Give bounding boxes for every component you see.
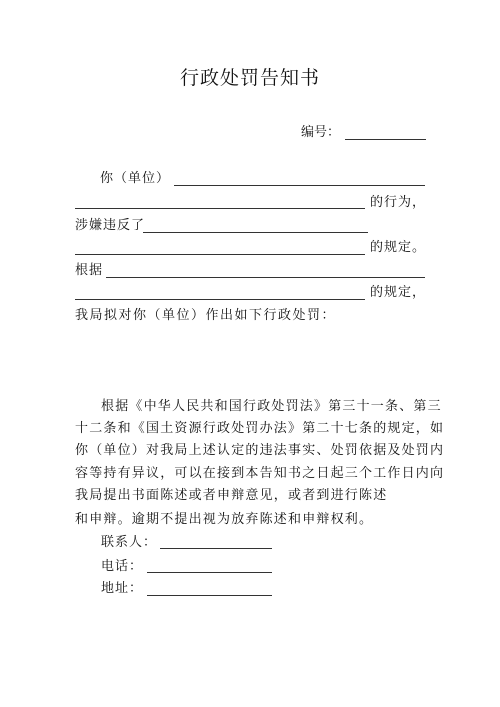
- document-title: 行政处罚告知书: [179, 67, 320, 89]
- basis-prefix: 根据: [75, 263, 104, 278]
- basis-suffix: 的规定，: [370, 285, 427, 300]
- decision-intro: 我局拟对你（单位）作出如下行政处罚：: [75, 308, 337, 323]
- contact-person-blank: [160, 548, 272, 549]
- notice-line: 我局提出书面陈述或者申辩意见，或者到进行陈述: [75, 488, 388, 503]
- basis-blank-2: [75, 299, 365, 300]
- notice-line: 你（单位）对我局上述认定的违法事实、处罚依据及处罚内: [75, 443, 445, 458]
- notice-line: 十二条和《国土资源行政处罚办法》第二十七条的规定，如: [75, 421, 445, 436]
- phone-label: 电话：: [101, 559, 144, 574]
- notice-line: 容等持有异议，可以在接到本告知书之日起三个工作日内向: [75, 466, 445, 481]
- address-label: 地址：: [101, 581, 144, 596]
- notice-line: 和申辩。逾期不提出视为放弃陈述和申辩权利。: [75, 512, 374, 527]
- contact-person-label: 联系人：: [101, 535, 158, 550]
- phone-blank: [147, 572, 272, 573]
- basis-blank: [106, 277, 425, 278]
- provision-blank: [75, 254, 365, 255]
- number-label: 编号：: [301, 125, 341, 140]
- violation-blank: [143, 232, 368, 233]
- provision-suffix: 的规定。: [370, 240, 427, 255]
- party-label: 你（单位）: [100, 171, 171, 186]
- act-suffix: 的行为，: [370, 195, 427, 210]
- address-blank: [147, 595, 272, 596]
- violation-prefix: 涉嫌违反了: [75, 218, 146, 233]
- notice-line: 根据《中华人民共和国行政处罚法》第三十一条、第三: [101, 399, 442, 414]
- act-blank: [75, 208, 365, 209]
- number-blank: [345, 139, 426, 140]
- party-blank: [174, 185, 425, 186]
